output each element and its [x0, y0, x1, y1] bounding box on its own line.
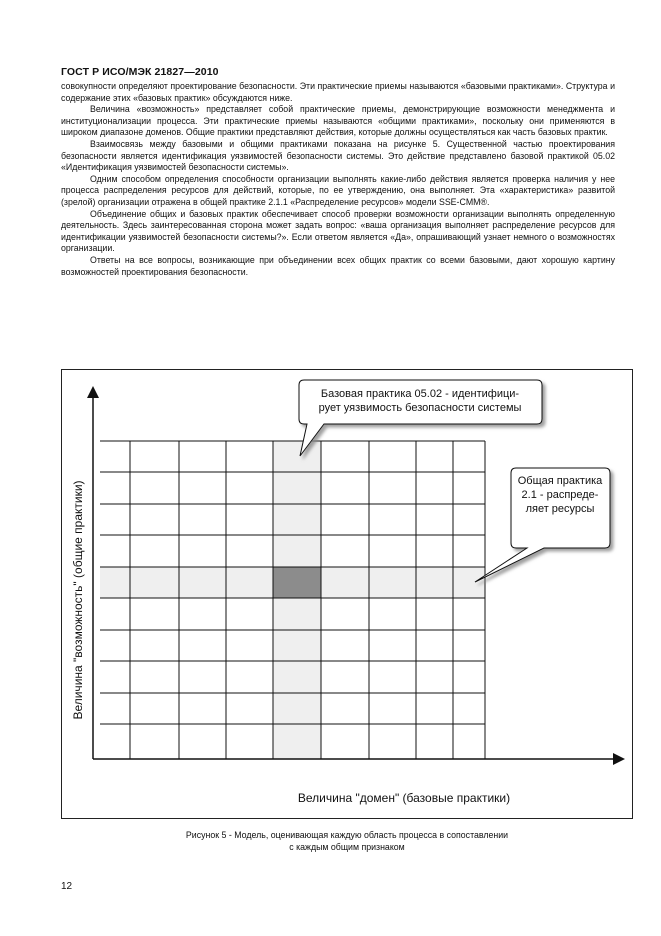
y-axis-label: Величина "возможность" (общие практики) [71, 480, 85, 720]
callout-generic-line-1: Общая практика [517, 475, 603, 487]
callout-generic-line-2: 2.1 - распреде- [521, 489, 599, 501]
highlight-column [273, 441, 321, 759]
figure-5-diagram [62, 370, 632, 818]
body-text [61, 81, 615, 278]
figure-caption [61, 830, 633, 853]
callout-base-line-1: Базовая практика 05.02 - идентифици- [320, 388, 520, 400]
callout-base-line-2: рует уязвимость безопасности системы [318, 402, 522, 414]
callout-generic-line-3: ляет ресурсы [525, 503, 595, 515]
caption-line-2: с каждым общим признаком [289, 841, 405, 852]
callout-generic-practice [475, 468, 610, 582]
intersection-cell [273, 567, 321, 598]
caption-line-1: Рисунок 5 - Модель, оценивающая каждую область процесса в сопоставлении [185, 830, 509, 840]
paragraph-2: Величина «возможность» представляет собой практические приемы, демонстрирующие возможности менеджмента и институционализации процесса. Эти практические приемы называются «общими практиками», поскольку они применяются в широком диапазоне доменов. Общие практики представляют действия, которые должны осуществляться как часть базовых практик. [61, 104, 615, 138]
x-axis-label: Величина "домен" (базовые практики) [297, 791, 511, 805]
figure-5 [61, 369, 633, 819]
paragraph-1: совокупности определяют проектирование безопасности. Эти практические приемы называются «базовыми практиками». Структура и содержание этих «базовых практик» обсуждаются ниже. [61, 81, 615, 103]
paragraph-3: Взаимосвязь между базовыми и общими практиками показана на рисунке 5. Существенной частью проектирования безопасности является идентификация уязвимостей безопасности системы. Это действие представлено базовой практикой 05.02 «Идентификация уязвимостей безопасности системы». [61, 138, 615, 173]
paragraph-5: Объединение общих и базовых практик обеспечивает способ проверки возможности организации выполнять определенную деятельность. Здесь заинтересованная сторона может задать вопрос: «ваша организация выполняет распределение ресурсов для идентификации уязвимостей безопасности системы?». Если ответом является «Да», опрашивающий узнает немного о возможностях организации. [61, 208, 615, 254]
paragraph-6: Ответы на все вопросы, возникающие при объединении всех общих практик со всеми базовыми, дают хорошую картину возможностей проектирования безопасности. [61, 254, 615, 277]
page-number: 12 [61, 881, 73, 892]
document-header: ГОСТ Р ИСО/МЭК 21827—2010 [61, 66, 219, 78]
callout-base-practice [299, 380, 542, 456]
paragraph-4: Одним способом определения способности организации выполнять какие-либо действия является проверка наличия у нее процесса распределения ресурсов для действий, которые, по ее утверждению, она выполняет. Эта «характеристика» развитой (зрелой) организации отражена в общей практике 2.1.1 «Распределение ресурсов» модели SSE-CMM®. [61, 173, 615, 207]
